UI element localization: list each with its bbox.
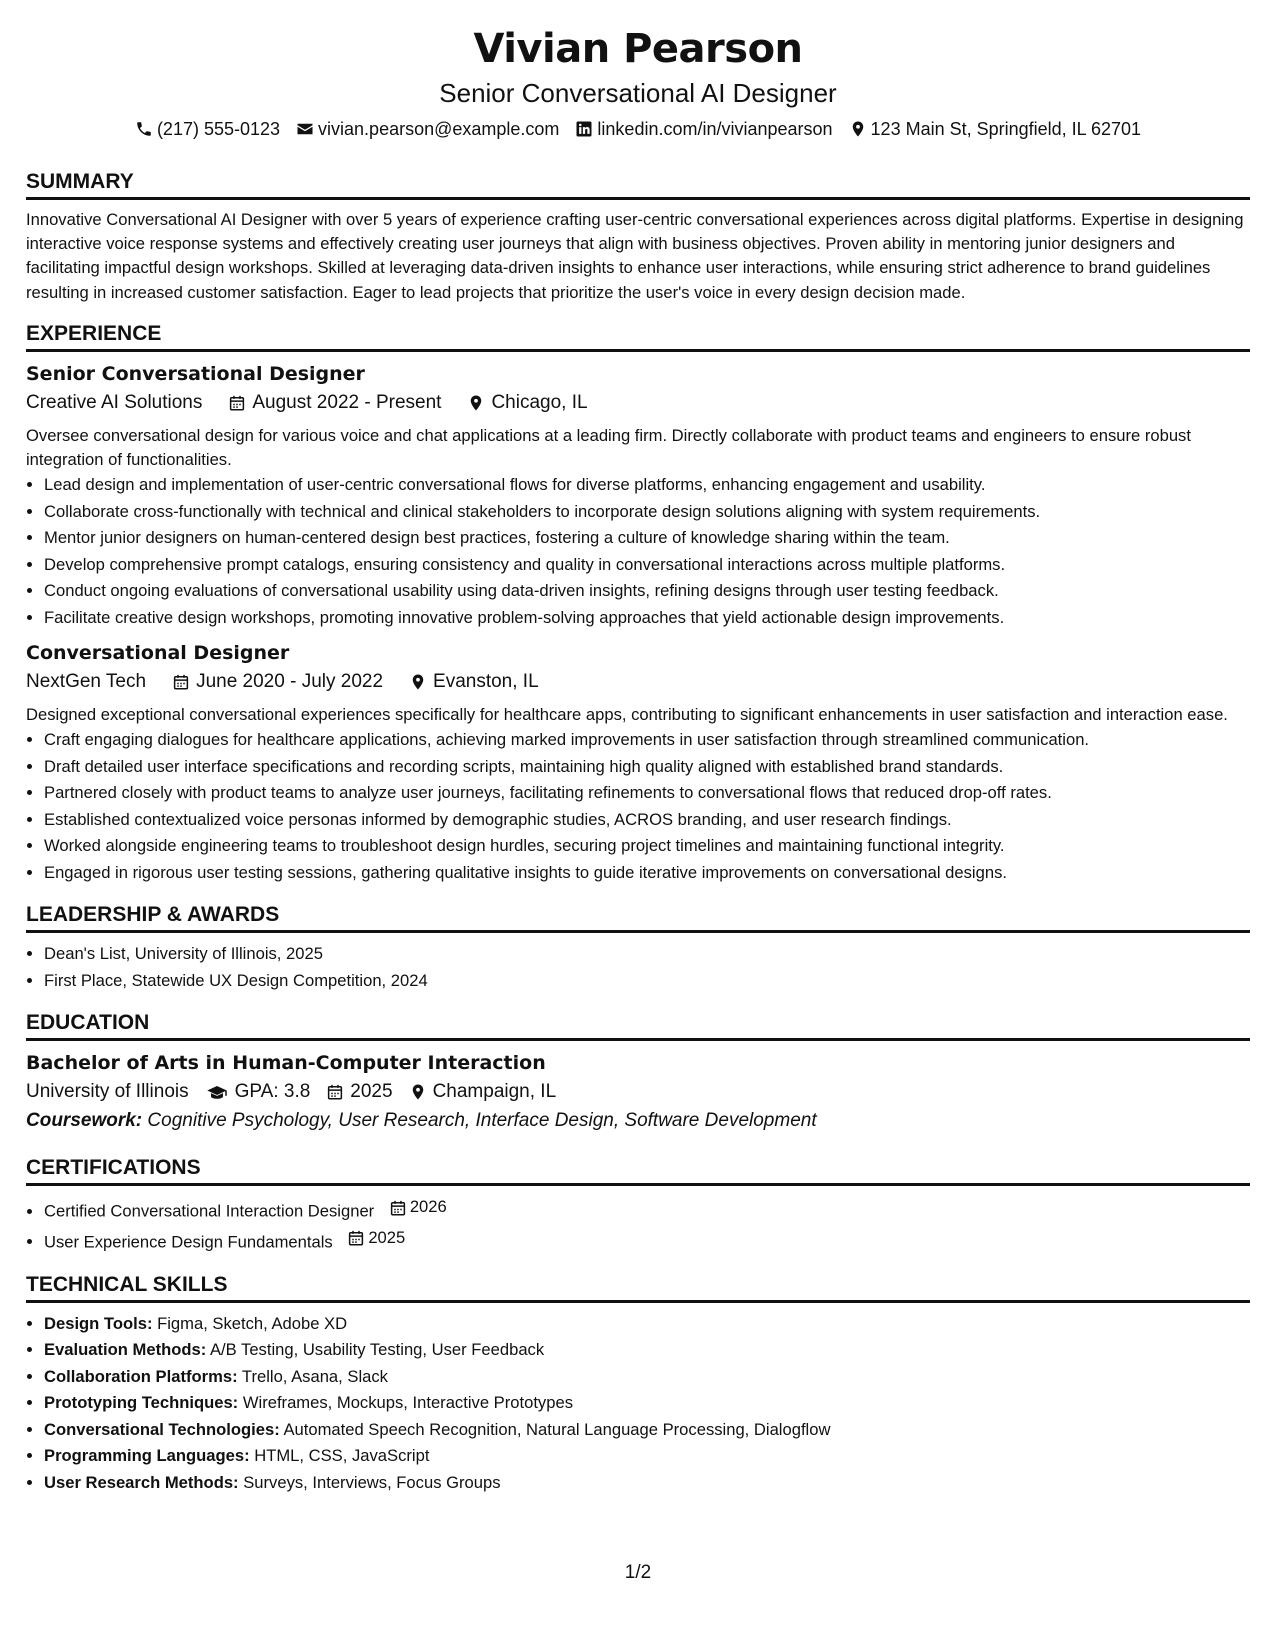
address-text: 123 Main St, Springfield, IL 62701 <box>870 119 1142 139</box>
list-item: • Engaged in rigorous user testing sessions, gathering qualitative insights to guide iterative improvements on conversational designs. <box>44 860 1250 887</box>
calendar-icon <box>389 1199 407 1217</box>
skills-list <box>26 1311 1250 1497</box>
certifications-list <box>26 1194 1250 1256</box>
job-meta <box>26 667 1250 697</box>
graduation-year: 2025 <box>350 1081 393 1103</box>
skill-value: HTML, CSS, JavaScript <box>254 1446 430 1466</box>
cert-name: User Experience Design Fundamentals <box>44 1232 333 1252</box>
resume-header <box>26 22 1250 143</box>
cert-name: Certified Conversational Interaction Designer <box>44 1201 375 1221</box>
map-pin-icon <box>409 673 427 691</box>
job-entry <box>26 360 1250 631</box>
skill-value: Trello, Asana, Slack <box>241 1366 388 1386</box>
contact-phone <box>135 115 280 143</box>
skill-value: Automated Speech Recognition, Natural Language Processing, Dialogflow <box>283 1419 831 1439</box>
cert-year: 2025 <box>368 1228 406 1248</box>
skill-label: Conversational Technologies: <box>44 1419 280 1439</box>
skill-value: Figma, Sketch, Adobe XD <box>157 1313 348 1333</box>
list-item: • Draft detailed user interface specifications and recording scripts, maintaining high quality aligned with established brand standards. <box>44 754 1250 781</box>
list-item: • Lead design and implementation of user-centric conversational flows for diverse platforms, enhancing engagement and usability. <box>44 472 1250 499</box>
job-dates: August 2022 - Present <box>252 391 442 413</box>
job-bullets <box>26 472 1250 631</box>
envelope-icon <box>296 120 314 138</box>
job-description: Oversee conversational design for various voice and chat applications at a leading firm. Directly collaborate with product teams and engineers to ensure robust integration of functionalities. <box>26 425 1191 470</box>
list-item <box>44 1470 1250 1497</box>
gpa: GPA: 3.8 <box>234 1081 311 1103</box>
company-name: NextGen Tech <box>26 671 147 693</box>
list-item: • Worked alongside engineering teams to troubleshoot design hurdles, securing project timelines and maintaining functional integrity. <box>44 833 1250 860</box>
linkedin-text[interactable]: linkedin.com/in/vivianpearson <box>597 119 833 139</box>
job-title: Conversational Designer <box>26 642 290 665</box>
list-item <box>44 1337 1250 1364</box>
skill-value: Wireframes, Mockups, Interactive Prototypes <box>242 1393 573 1413</box>
experience-heading: EXPERIENCE <box>26 321 1250 352</box>
list-item: • Dean's List, University of Illinois, 2025 <box>44 941 1250 968</box>
map-pin-icon <box>467 394 485 412</box>
map-pin-icon <box>409 1083 427 1101</box>
list-item <box>44 1390 1250 1417</box>
job-location: Chicago, IL <box>491 391 588 413</box>
skill-value: A/B Testing, Usability Testing, User Feedback <box>209 1340 545 1360</box>
linkedin-icon <box>575 120 593 138</box>
phone-text: (217) 555-0123 <box>156 119 281 139</box>
list-item <box>44 1443 1250 1470</box>
certifications-heading: CERTIFICATIONS <box>26 1155 1250 1186</box>
job-title: Senior Conversational Designer <box>26 362 365 385</box>
coursework <box>26 1107 1250 1135</box>
job-location: Evanston, IL <box>433 671 539 693</box>
list-item: • Craft engaging dialogues for healthcare applications, achieving marked improvements in user satisfaction through streamlined communication. <box>44 727 1250 754</box>
job-description: Designed exceptional conversational experiences specifically for healthcare apps, contributing to significant enhancements in user satisfaction and interaction ease. <box>26 705 1228 725</box>
contact-linkedin[interactable] <box>575 115 832 143</box>
coursework-list: Cognitive Psychology, User Research, Interface Design, Software Development <box>147 1110 817 1132</box>
calendar-icon <box>172 673 190 691</box>
skill-label: User Research Methods: <box>44 1472 239 1492</box>
list-item: • Develop comprehensive prompt catalogs, ensuring consistency and quality in conversational interactions across multiple platforms. <box>44 552 1250 579</box>
skill-label: Collaboration Platforms: <box>44 1366 238 1386</box>
skill-label: Programming Languages: <box>44 1446 250 1466</box>
cert-date <box>347 1225 405 1252</box>
resume-page <box>26 0 1250 1650</box>
list-item <box>44 1225 1250 1256</box>
school-location: Champaign, IL <box>432 1081 557 1103</box>
list-item <box>44 1194 1250 1225</box>
page-number: 1/2 <box>624 1562 652 1583</box>
phone-icon <box>135 120 153 138</box>
list-item: • First Place, Statewide UX Design Competition, 2024 <box>44 968 1250 995</box>
job-bullets <box>26 727 1250 886</box>
list-item: • Conduct ongoing evaluations of conversational usability using data-driven insights, refining designs through user testing feedback. <box>44 578 1250 605</box>
list-item: • Facilitate creative design workshops, promoting innovative problem-solving approaches that yield actionable design improvements. <box>44 605 1250 632</box>
summary-text: Innovative Conversational AI Designer with over 5 years of experience crafting user-centric conversational experiences across digital platforms. Expertise in designing interactive voice response systems and effectively creating user journeys that align with business objectives. Proven ability in mentoring junior designers and facilitating impactful design workshops. Skilled at leveraging data-driven insights to enhance user interactions, while ensuring strict adherence to brand guidelines resulting in increased customer satisfaction. Eager to lead projects that prioritize the user's voice in every design decision made. <box>26 210 1244 302</box>
candidate-name: Vivian Pearson <box>473 26 803 72</box>
education-meta <box>26 1077 1250 1107</box>
company-name: Creative AI Solutions <box>26 391 203 413</box>
list-item <box>44 1364 1250 1391</box>
contact-line <box>26 115 1250 143</box>
education-heading: EDUCATION <box>26 1010 1250 1041</box>
cert-year: 2026 <box>409 1197 447 1217</box>
cert-date <box>389 1194 447 1221</box>
contact-email[interactable] <box>296 115 559 143</box>
skill-label: Prototyping Techniques: <box>44 1393 239 1413</box>
skills-heading: TECHNICAL SKILLS <box>26 1272 1250 1303</box>
job-meta <box>26 388 1250 418</box>
skill-value: Surveys, Interviews, Focus Groups <box>243 1472 501 1492</box>
map-pin-icon <box>849 120 867 138</box>
list-item: • Mentor junior designers on human-centered design best practices, fostering a culture of knowledge sharing within the team. <box>44 525 1250 552</box>
skill-label: Evaluation Methods: <box>44 1340 207 1360</box>
list-item <box>44 1417 1250 1444</box>
summary-heading: SUMMARY <box>26 169 1250 200</box>
calendar-icon <box>347 1229 365 1247</box>
graduation-cap-icon <box>205 1083 229 1101</box>
contact-address <box>849 115 1142 143</box>
email-text[interactable]: vivian.pearson@example.com <box>318 119 560 139</box>
list-item: • Established contextualized voice personas informed by demographic studies, ACROS branding, and user research findings. <box>44 807 1250 834</box>
school-name: University of Illinois <box>26 1081 189 1103</box>
list-item <box>44 1311 1250 1338</box>
calendar-icon <box>326 1083 344 1101</box>
list-item: • Partnered closely with product teams to analyze user journeys, facilitating refinements to conversational flows that reduced drop-off rates. <box>44 780 1250 807</box>
job-dates: June 2020 - July 2022 <box>196 671 384 693</box>
calendar-icon <box>228 394 246 412</box>
leadership-list <box>26 941 1250 994</box>
list-item: • Collaborate cross-functionally with technical and clinical stakeholders to incorporate design solutions aligning with system requirements. <box>44 499 1250 526</box>
coursework-label: Coursework: <box>26 1110 143 1132</box>
skill-label: Design Tools: <box>44 1313 153 1333</box>
candidate-title: Senior Conversational AI Designer <box>439 78 837 108</box>
leadership-heading: LEADERSHIP & AWARDS <box>26 902 1250 933</box>
degree-title: Bachelor of Arts in Human-Computer Interaction <box>26 1052 546 1075</box>
job-entry <box>26 639 1250 886</box>
